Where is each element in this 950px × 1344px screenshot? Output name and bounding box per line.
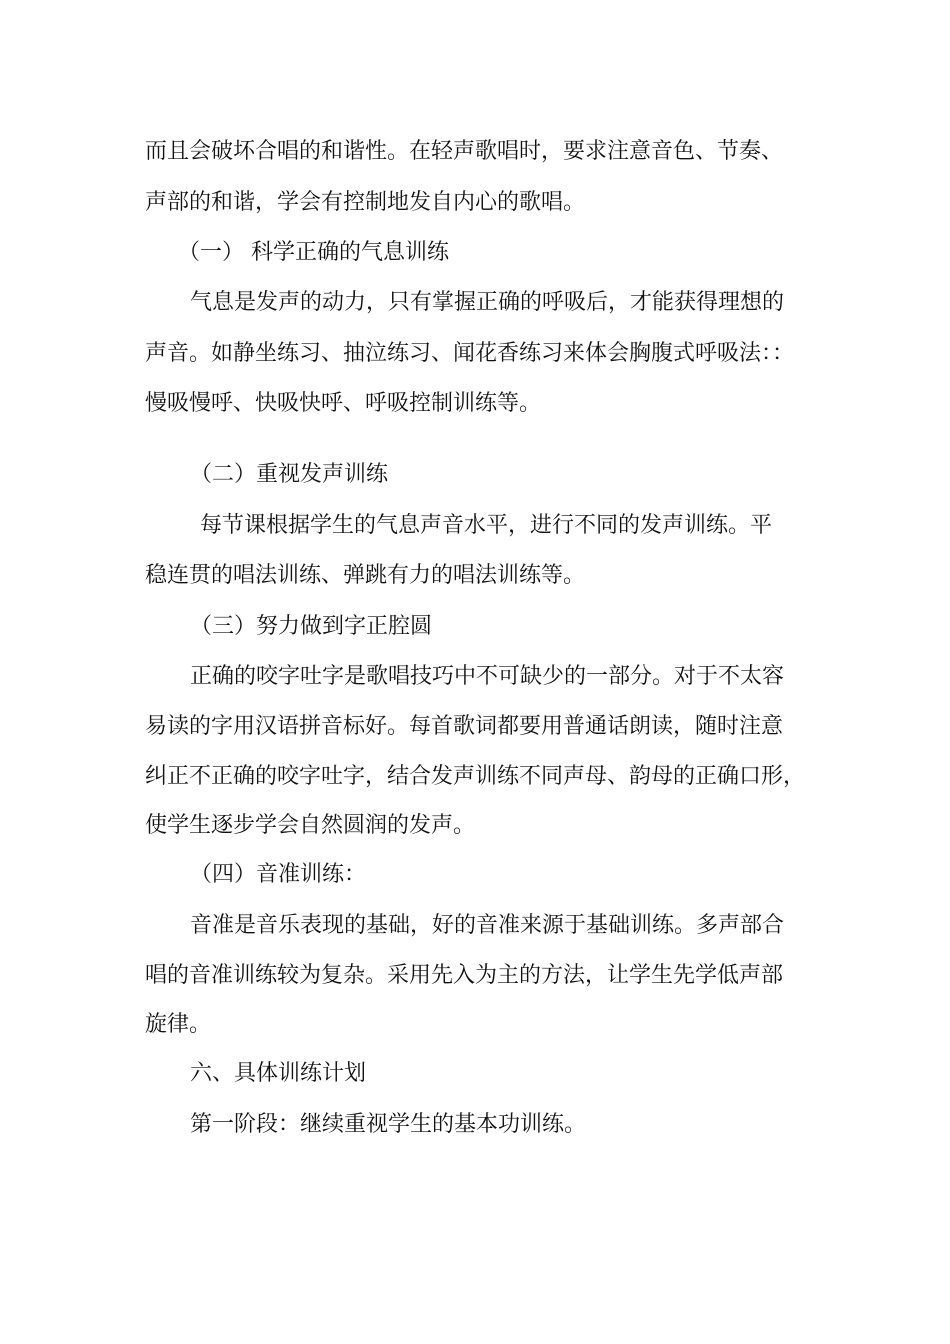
- section-heading: （一） 科学正确的气息训练: [178, 240, 449, 265]
- paragraph-line: 慢吸慢呼、快吸快呼、呼吸控制训练等。: [145, 391, 542, 416]
- paragraph-line: 唱的音准训练较为复杂。采用先入为主的方法，让学生先学低声部: [145, 963, 784, 988]
- paragraph-line: 旋律。: [145, 1012, 212, 1037]
- paragraph-line: 声部的和谐，学会有控制地发自内心的歌唱。: [145, 190, 586, 215]
- section-heading: （四）音准训练：: [190, 862, 367, 887]
- section-heading: 六、具体训练计划: [190, 1061, 367, 1086]
- paragraph-line: 而且会破坏合唱的和谐性。在轻声歌唱时，要求注意音色、节奏、: [145, 139, 784, 164]
- paragraph-line: 正确的咬字吐字是歌唱技巧中不可缺少的一部分。对于不太容: [190, 664, 785, 689]
- section-heading: （二）重视发声训练: [190, 462, 389, 487]
- paragraph-line: 声音。如静坐练习、抽泣练习、闻花香练习来体会胸腹式呼吸法：：: [145, 341, 795, 366]
- paragraph-line: 易读的字用汉语拼音标好。每首歌词都要用普通话朗读，随时注意: [145, 714, 784, 739]
- paragraph-line: 使学生逐步学会自然圆润的发声。: [145, 813, 476, 838]
- paragraph-line: 每节课根据学生的气息声音水平，进行不同的发声训练。平: [200, 513, 773, 538]
- paragraph-line: 稳连贯的唱法训练、弹跳有力的唱法训练等。: [145, 563, 586, 588]
- paragraph-line: 纠正不正确的咬字吐字，结合发声训练不同声母、韵母的正确口形，: [145, 764, 806, 789]
- paragraph-line: 音准是音乐表现的基础，好的音准来源于基础训练。多声部合: [190, 913, 785, 938]
- section-heading: （三）努力做到字正腔圆: [190, 614, 433, 639]
- paragraph-line: 第一阶段：继续重视学生的基本功训练。: [190, 1112, 587, 1137]
- paragraph-line: 气息是发声的动力，只有掌握正确的呼吸后，才能获得理想的: [190, 290, 785, 315]
